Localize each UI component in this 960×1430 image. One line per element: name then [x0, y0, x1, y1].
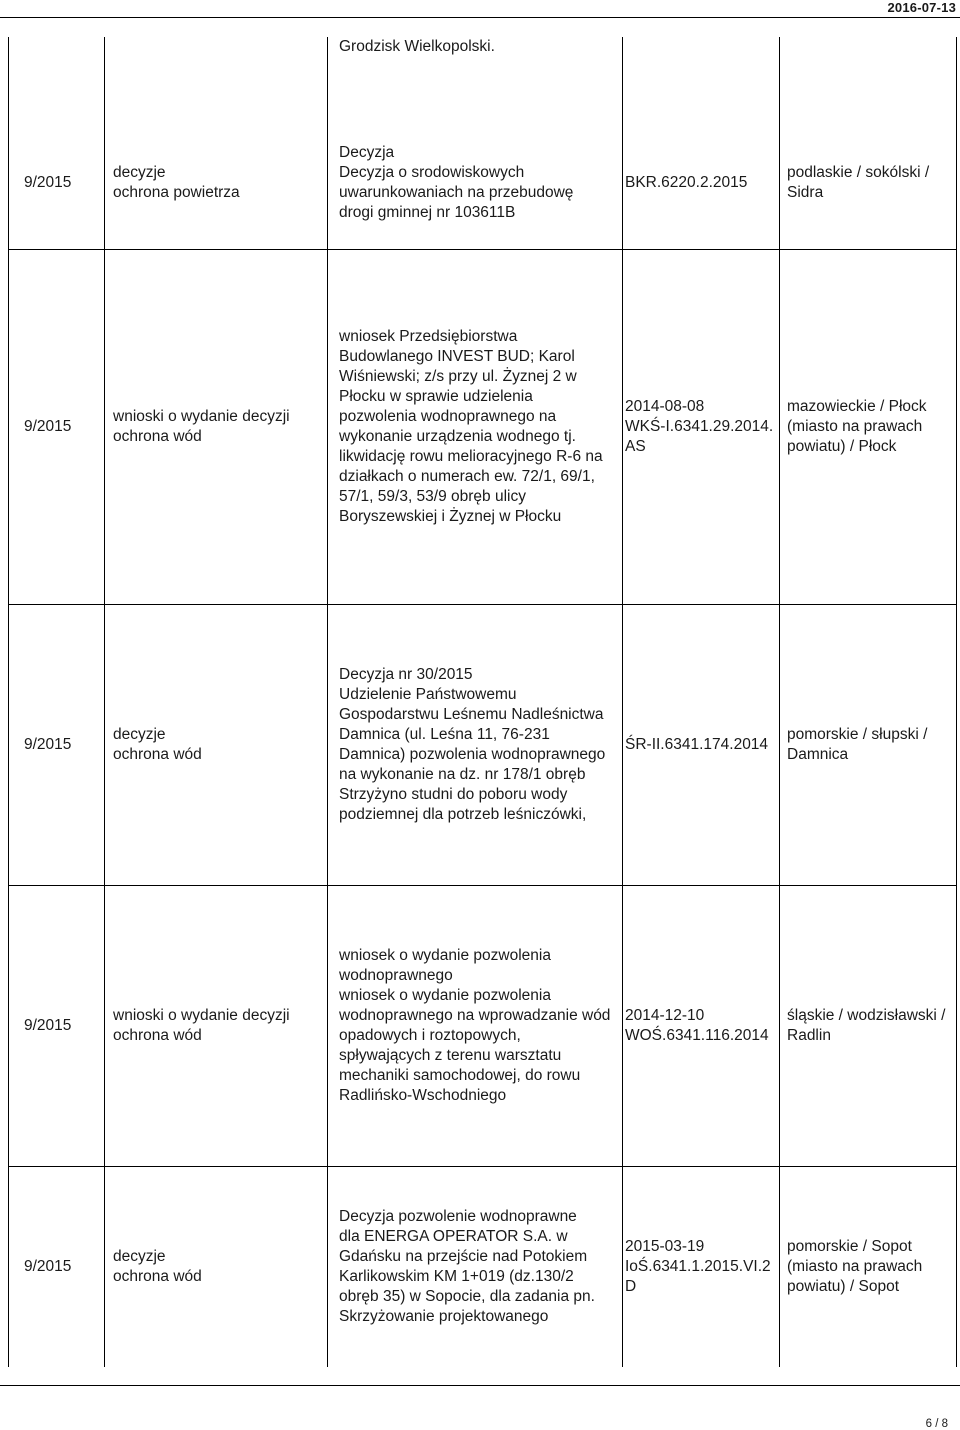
cell-text: 9/2015	[24, 735, 72, 753]
cell-text: wniosek o wydanie pozwolenia wodnoprawnego wniosek o wydanie pozwolenia wodnoprawnego na wprowadzanie wód opadowych i roztopowych, spływających z terenu warsztatu mechaniki samochodowej, do rowu Radlińsko-Wschodniego	[339, 946, 611, 1104]
table-cell-category	[113, 885, 313, 1166]
table-cell-description	[339, 1166, 629, 1367]
table-cell-description	[339, 885, 629, 1166]
cell-text: 9/2015	[24, 174, 72, 191]
table-cell-number	[24, 604, 104, 885]
table-cell-number	[24, 249, 104, 604]
column-border	[327, 37, 328, 1367]
cell-text: decyzje ochrona wód	[113, 1247, 202, 1285]
cell-text: wnioski o wydanie decyzji ochrona wód	[113, 1006, 290, 1044]
table-cell-category	[113, 1166, 313, 1367]
table-cell-number	[24, 1166, 104, 1367]
table-cell-signature	[625, 885, 785, 1166]
table-cell-category	[113, 249, 313, 604]
cell-text: BKR.6220.2.2015	[625, 174, 748, 191]
column-border	[104, 37, 105, 1367]
cell-text: 9/2015	[24, 417, 72, 435]
records-table	[0, 37, 960, 1367]
footer-rule	[0, 1385, 960, 1386]
cell-text: pomorskie / Sopot (miasto na prawach powiatu) / Sopot	[787, 1237, 923, 1295]
cell-text: decyzje ochrona wód	[113, 725, 202, 763]
header-rule	[0, 17, 960, 18]
table-cell-signature	[625, 1166, 785, 1367]
cell-text: mazowieckie / Płock (miasto na prawach powiatu) / Płock	[787, 397, 927, 455]
cell-text: 2015-03-19 IoŚ.6341.1.2015.VI.2 D	[625, 1237, 771, 1295]
cell-text: Decyzja pozwolenie wodnoprawne dla ENERGA OPERATOR S.A. w Gdańsku na przejście nad Potokiem Karlikowskim KM 1+019 (dz.130/2 obręb 35) w Sopocie, dla zadania pn. Skrzyżowanie projektowanego	[339, 1207, 595, 1325]
cell-text: ŚR-II.6341.174.2014	[625, 735, 769, 753]
page-date: 2016-07-13	[887, 0, 956, 15]
cell-text: śląskie / wodzisławski / Radlin	[787, 1006, 946, 1044]
cell-text: pomorskie / słupski / Damnica	[787, 725, 928, 763]
table-cell-category	[113, 604, 313, 885]
table-cell-description	[339, 604, 629, 885]
column-border	[8, 37, 9, 1367]
table-cell-location	[787, 249, 957, 604]
table-cell-description	[339, 249, 629, 604]
page-number: 6 / 8	[925, 1418, 948, 1430]
table-cell-signature	[625, 604, 785, 885]
cell-text: decyzje ochrona powietrza	[113, 164, 240, 201]
table-cell-description	[339, 37, 629, 57]
table-cell-location	[787, 604, 957, 885]
cell-text: 2014-12-10 WOŚ.6341.116.2014	[625, 1006, 769, 1044]
cell-text: Decyzja nr 30/2015 Udzielenie Państwowemu Gospodarstwu Leśnemu Nadleśnictwa Damnica (ul. Leśna 11, 76-231 Damnica) pozwolenia wodnoprawnego na wykonanie na dz. nr 178/1 obręb Strzyżyno studni do poboru wody podziemnej dla potrzeb leśniczówki,	[339, 665, 606, 823]
cell-text: Grodzisk Wielkopolski.	[339, 38, 495, 55]
table-cell-signature	[625, 249, 785, 604]
cell-text: 9/2015	[24, 1016, 72, 1034]
table-cell-location	[787, 885, 957, 1166]
cell-text: 9/2015	[24, 1257, 72, 1275]
table-cell-number	[24, 885, 104, 1166]
table-cell-location	[787, 1166, 957, 1367]
cell-text: 2014-08-08 WKŚ-I.6341.29.2014. AS	[625, 397, 774, 455]
cell-text: wnioski o wydanie decyzji ochrona wód	[113, 407, 290, 445]
cell-text: Decyzja Decyzja o srodowiskowych uwarunkowaniach na przebudowę drogi gminnej nr 103611B	[339, 144, 574, 221]
cell-text: wniosek Przedsiębiorstwa Budowlanego INVEST BUD; Karol Wiśniewski; z/s przy ul. Żyznej 2 w Płocku w sprawie udzielenia pozwolenia wodnoprawnego na wykonanie urządzenia wodnego tj. likwidację rowu melioracyjnego R-6 na działkach o numerach ew. 72/1, 69/1, 57/1, 59/3, 53/9 obręb ulicy Boryszewskiej i Żyznej w Płocku	[339, 327, 603, 525]
cell-text: podlaskie / sokólski / Sidra	[787, 164, 930, 201]
